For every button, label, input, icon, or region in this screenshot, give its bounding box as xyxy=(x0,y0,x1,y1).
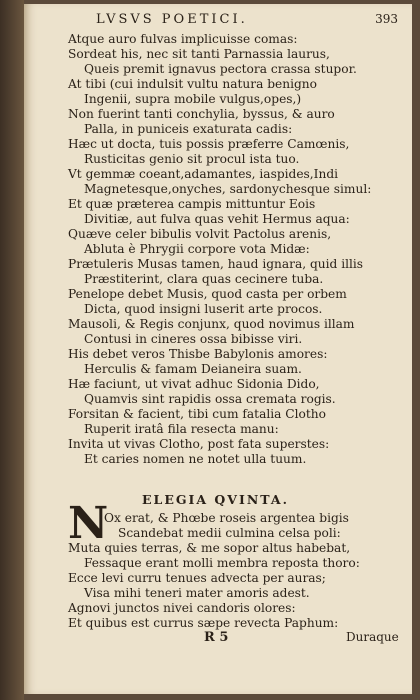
verse-line: Vt gemmæ coeant,adamantes, iaspides,Indi xyxy=(68,167,339,181)
verse-line: Penelope debet Musis, quod casta per orbem xyxy=(68,287,347,301)
verse-line: Ecce levi curru tenues advecta per auras; xyxy=(68,571,326,585)
verse-line: Et caries nomen ne notet ulla tuum. xyxy=(84,452,307,466)
verse-line: Abluta è Phrygii corpore vota Midæ: xyxy=(84,242,310,256)
verse-line: Quæve celer bibulis volvit Pactolus arenis, xyxy=(68,227,332,241)
drop-cap: N xyxy=(68,498,109,549)
running-head: LVSVS POETICI. xyxy=(96,12,248,27)
verse-line: Ingenii, supra mobile vulgus,opes,) xyxy=(84,92,302,106)
verse-line: Visa mihi teneri mater amoris adest. xyxy=(84,586,310,600)
verse-line: Prætuleris Musas tamen, haud ignara, quid illis xyxy=(68,257,364,271)
book-page xyxy=(24,4,412,694)
verse-line: Fessaque erant molli membra reposta thoro: xyxy=(84,556,360,570)
verse-line: Muta quies terras, & me sopor altus habebat, xyxy=(68,541,351,555)
verse-line: Sordeat his, nec sit tanti Parnassia laurus, xyxy=(68,47,330,61)
verse-line: At tibi (cui indulsit vultu natura benigno xyxy=(68,77,317,91)
verse-line: Mausoli, & Regis conjunx, quod novimus illam xyxy=(68,317,355,331)
catchword: Duraque xyxy=(346,630,399,644)
verse-line: Divitiæ, aut fulva quas vehit Hermus aqua: xyxy=(84,212,350,226)
verse-line: Hæ faciunt, ut vivat adhuc Sidonia Dido, xyxy=(68,377,320,391)
verse-line: Palla, in puniceis exaturata cadis: xyxy=(84,122,293,136)
verse-line: Atque auro fulvas implicuisse comas: xyxy=(68,32,298,46)
verse-line: Invita ut vivas Clotho, post fata superstes: xyxy=(68,437,330,451)
verse-line: Scandebat medii culmina celsa poli: xyxy=(118,526,341,540)
page-number: 393 xyxy=(375,12,398,26)
verse-line: Hæc ut docta, tuis possis præferre Camœnis, xyxy=(68,137,350,151)
verse-line: His debet veros Thisbe Babylonis amores: xyxy=(68,347,328,361)
signature-mark: R 5 xyxy=(204,630,229,645)
verse-line: Contusi in cineres ossa bibisse viri. xyxy=(84,332,303,346)
verse-line: Herculis & famam Deianeira suam. xyxy=(84,362,302,376)
verse-line: Ox erat, & Phœbe roseis argentea bigis xyxy=(104,511,349,525)
section-title: ELEGIA QVINTA. xyxy=(142,492,289,507)
book-spine-shadow xyxy=(0,0,24,700)
verse-line: Ruperit iratâ fila resecta manu: xyxy=(84,422,279,436)
page-footer xyxy=(24,630,412,646)
verse-line: Et quæ præterea campis mittuntur Eois xyxy=(68,197,316,211)
verse-line: Præstiterint, clara quas cecinere tuba. xyxy=(84,272,324,286)
verse-line: Magnetesque,onyches, sardonychesque simul: xyxy=(84,182,372,196)
page-header xyxy=(24,12,412,32)
verse-line: Rusticitas genio sit procul ista tuo. xyxy=(84,152,300,166)
verse-line: Queis premit ignavus pectora crassa stupor. xyxy=(84,62,357,76)
verse-line: Quamvis sint rapidis ossa cremata rogis. xyxy=(84,392,336,406)
verse-line: Non fuerint tanti conchylia, byssus, & auro xyxy=(68,107,335,121)
verse-line: Agnovi junctos nivei candoris olores: xyxy=(68,601,296,615)
verse-line: Dicta, quod insigni luserit arte procos. xyxy=(84,302,323,316)
verse-line: Et quibus est currus sæpe revecta Paphum: xyxy=(68,616,339,630)
verse-line: Forsitan & facient, tibi cum fatalia Clotho xyxy=(68,407,326,421)
